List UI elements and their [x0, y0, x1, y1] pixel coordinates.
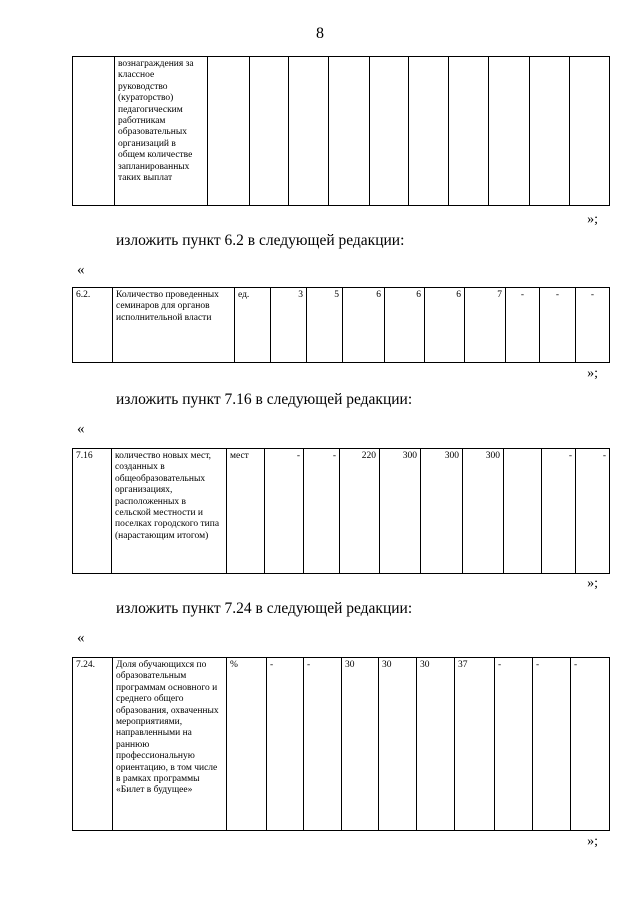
value-cell: 37 — [455, 658, 495, 831]
indicator-name: количество новых мест, созданных в общеобразовательных организациях, расположенных в сельской местности и поселках городского типа (нарастающим итогом) — [112, 449, 227, 574]
opening-quote: « — [77, 262, 85, 278]
value-cell: - — [267, 658, 304, 831]
table-6-2 — [72, 287, 610, 363]
value-cell: 3 — [271, 288, 307, 363]
cell-value — [449, 57, 489, 206]
value-cell: 6 — [343, 288, 385, 363]
unit-cell: ед. — [235, 288, 271, 363]
table-row — [73, 57, 610, 206]
value-cell: 300 — [463, 449, 504, 574]
table-fragment-top — [72, 56, 610, 206]
value-cell: - — [576, 449, 610, 574]
closing-quote: »; — [587, 366, 598, 381]
value-cell: - — [542, 449, 576, 574]
instruction-7-24: изложить пункт 7.24 в следующей редакции: — [116, 600, 413, 617]
table-row — [73, 449, 610, 574]
value-cell: - — [540, 288, 576, 363]
indicator-name: вознаграждения за классное руководство (кураторство) педагогическим работникам образовательных организаций в общем количестве запланированных таких выплат — [115, 57, 208, 206]
value-cell: - — [533, 658, 571, 831]
value-cell: - — [571, 658, 610, 831]
cell-value — [370, 57, 409, 206]
row-number: 6.2. — [73, 288, 113, 363]
table-7-16 — [72, 448, 610, 574]
value-cell: 300 — [421, 449, 463, 574]
value-cell: 300 — [380, 449, 421, 574]
closing-quote: »; — [587, 576, 598, 591]
value-cell: 30 — [417, 658, 455, 831]
value-cell: - — [506, 288, 540, 363]
value-cell: 30 — [342, 658, 379, 831]
cell-value — [530, 57, 570, 206]
value-cell: 5 — [307, 288, 343, 363]
table-row — [73, 288, 610, 363]
table-row — [73, 658, 610, 831]
unit-cell: мест — [227, 449, 265, 574]
value-cell: 220 — [340, 449, 380, 574]
cell-value — [570, 57, 610, 206]
value-cell: 30 — [379, 658, 417, 831]
cell-unit — [208, 57, 250, 206]
value-cell: 6 — [385, 288, 425, 363]
instruction-7-16: изложить пункт 7.16 в следующей редакции: — [116, 391, 413, 408]
cell-value — [489, 57, 530, 206]
value-cell: - — [495, 658, 533, 831]
page-number: 8 — [316, 25, 324, 42]
indicator-name: Доля обучающихся по образовательным программам основного и среднего общего образования, охваченных мероприятиями, направленными на раннюю профессиональную ориентацию, в том числе в рамках программы «Билет в будущее» — [113, 658, 227, 831]
value-cell: - — [265, 449, 304, 574]
cell-value — [289, 57, 329, 206]
row-number: 7.24. — [73, 658, 113, 831]
cell-value — [409, 57, 449, 206]
cell-value — [329, 57, 370, 206]
value-cell — [504, 449, 542, 574]
cell-value — [250, 57, 289, 206]
unit-cell: % — [227, 658, 267, 831]
value-cell: 7 — [465, 288, 506, 363]
value-cell: 6 — [425, 288, 465, 363]
table-7-24 — [72, 657, 610, 831]
cell-number — [73, 57, 115, 206]
instruction-6-2: изложить пункт 6.2 в следующей редакции: — [116, 232, 405, 249]
opening-quote: « — [77, 630, 85, 646]
value-cell: - — [304, 658, 342, 831]
row-number: 7.16 — [73, 449, 112, 574]
closing-quote: »; — [587, 834, 598, 849]
value-cell: - — [576, 288, 610, 363]
closing-quote: »; — [587, 212, 598, 227]
opening-quote: « — [77, 421, 85, 437]
value-cell: - — [304, 449, 340, 574]
indicator-name: Количество проведенных семинаров для органов исполнительной власти — [113, 288, 235, 363]
